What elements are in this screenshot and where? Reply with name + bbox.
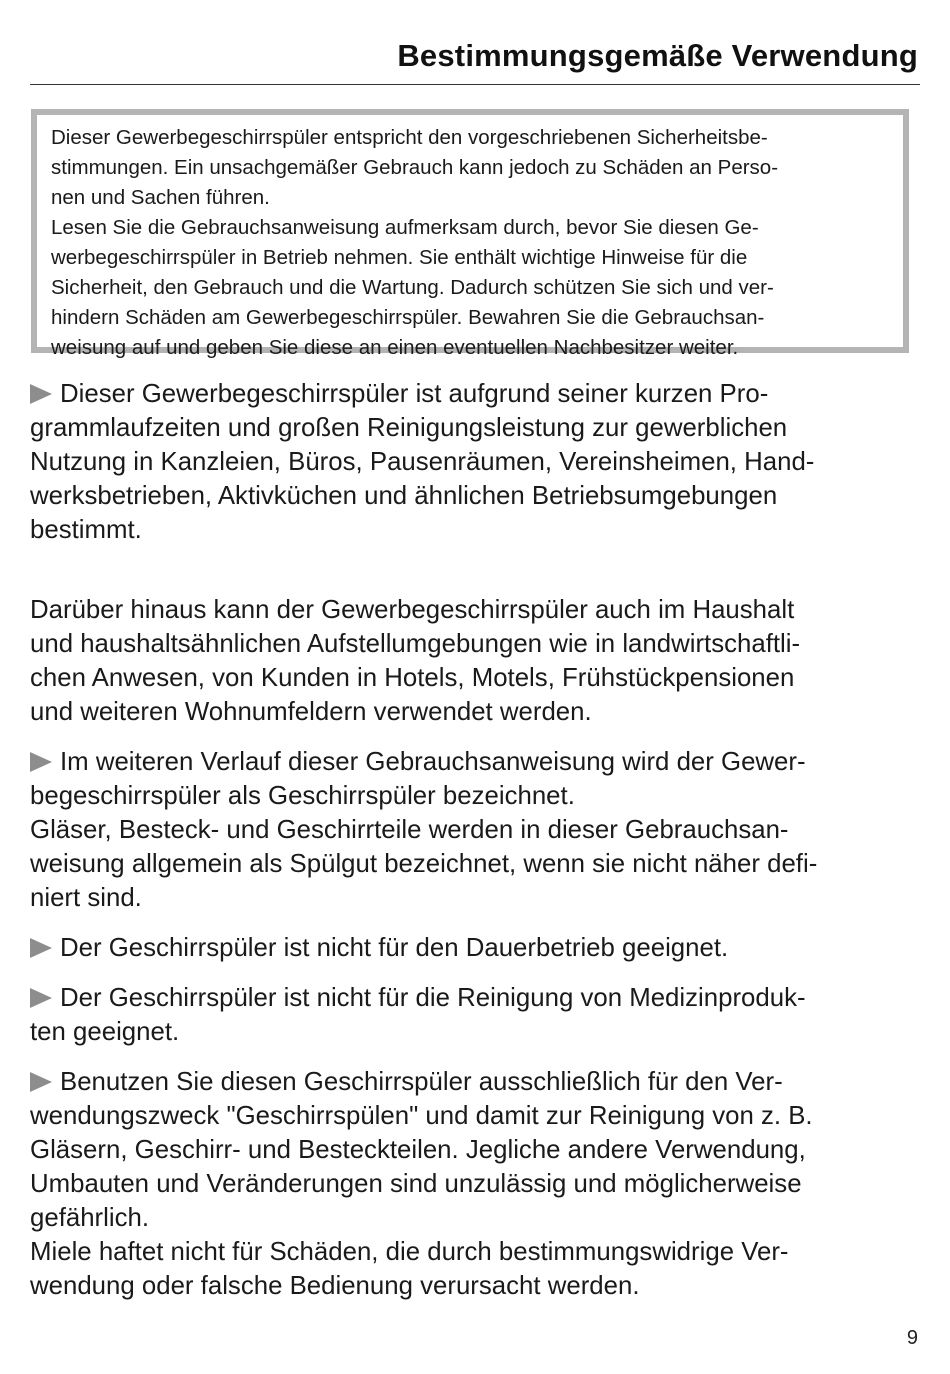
text-line: [30, 931, 922, 965]
text-line: Gläser, Besteck- und Geschirrteile werden in dieser Gebrauchsan-: [30, 816, 789, 844]
body-text: [30, 377, 922, 1303]
paragraph-commercial-use: [30, 377, 922, 547]
text-line: und weiteren Wohnumfeldern verwendet werden.: [30, 698, 592, 726]
text-line: chen Anwesen, von Kunden in Hotels, Motels, Frühstückpensionen: [30, 664, 795, 692]
warning-line: Dieser Gewerbegeschirrspüler entspricht den vorgeschriebenen Sicherheitsbe-: [51, 126, 768, 149]
text-line: begeschirrspüler als Geschirrspüler bezeichnet.: [30, 782, 575, 810]
text-line-content: Benutzen Sie diesen Geschirrspüler ausschließlich für den Ver-: [60, 1068, 783, 1096]
text-line: Miele haftet nicht für Schäden, die durch bestimmungswidrige Ver-: [30, 1238, 789, 1266]
text-line: weisung allgemein als Spülgut bezeichnet, wenn sie nicht näher defi-: [30, 850, 818, 878]
bullet-triangle-icon: [30, 752, 52, 772]
page-number: 9: [906, 1327, 918, 1349]
bullet-triangle-icon: [30, 1072, 52, 1092]
text-line: bestimmt.: [30, 516, 142, 544]
text-line: [30, 745, 922, 779]
warning-line: Lesen Sie die Gebrauchsanweisung aufmerksam durch, bevor Sie diesen Ge-: [51, 216, 759, 239]
text-line: wendung oder falsche Bedienung verursacht werden.: [30, 1272, 640, 1300]
text-line: Darüber hinaus kann der Gewerbegeschirrspüler auch im Haushalt: [30, 596, 795, 624]
text-line: [30, 981, 922, 1015]
text-line: werksbetrieben, Aktivküchen und ähnlichen Betriebsumgebungen: [30, 482, 778, 510]
warning-line: stimmungen. Ein unsachgemäßer Gebrauch kann jedoch zu Schäden an Perso-: [51, 156, 779, 179]
paragraph-continuous-operation: [30, 931, 922, 965]
paragraph-medical-products: [30, 981, 922, 1049]
bullet-triangle-icon: [30, 938, 52, 958]
page-title: Bestimmungsgemäße Verwendung: [397, 38, 918, 73]
bullet-triangle-icon: [30, 384, 52, 404]
text-line: Nutzung in Kanzleien, Büros, Pausenräumen, Vereinsheimen, Hand-: [30, 448, 815, 476]
text-line: Umbauten und Veränderungen sind unzulässig und möglicherweise: [30, 1170, 802, 1198]
warning-line: nen und Sachen führen.: [51, 186, 270, 209]
paragraph-household-use: [30, 593, 922, 729]
text-line-content: Im weiteren Verlauf dieser Gebrauchsanweisung wird der Gewer-: [60, 748, 806, 776]
paragraph-terminology: [30, 745, 922, 915]
warning-line: hindern Schäden am Gewerbegeschirrspüler. Bewahren Sie die Gebrauchsan-: [51, 306, 765, 329]
text-line: niert sind.: [30, 884, 142, 912]
text-line: und haushaltsähnlichen Aufstellumgebungen wie in landwirtschaftli-: [30, 630, 801, 658]
paragraph-intended-purpose: [30, 1065, 922, 1303]
header-divider: [30, 84, 920, 85]
warning-line: Sicherheit, den Gebrauch und die Wartung. Dadurch schützen Sie sich und ver-: [51, 276, 774, 299]
text-line-content: Dieser Gewerbegeschirrspüler ist aufgrund seiner kurzen Pro-: [60, 380, 769, 408]
text-line: grammlaufzeiten und großen Reinigungsleistung zur gewerblichen: [30, 414, 788, 442]
warning-line: weisung auf und geben Sie diese an einen eventuellen Nachbesitzer weiter.: [51, 336, 739, 359]
text-line: wendungszweck "Geschirrspülen" und damit zur Reinigung von z. B.: [30, 1102, 813, 1130]
text-line: [30, 377, 922, 411]
text-line: Gläsern, Geschirr- und Besteckteilen. Jegliche andere Verwendung,: [30, 1136, 806, 1164]
text-line: gefährlich.: [30, 1204, 150, 1232]
warning-line: werbegeschirrspüler in Betrieb nehmen. Sie enthält wichtige Hinweise für die: [51, 246, 748, 269]
text-line-content: Der Geschirrspüler ist nicht für die Reinigung von Medizinproduk-: [60, 984, 806, 1012]
bullet-triangle-icon: [30, 988, 52, 1008]
warning-box: [31, 109, 909, 359]
text-line: ten geeignet.: [30, 1018, 180, 1046]
text-line: [30, 1065, 922, 1099]
text-line-content: Der Geschirrspüler ist nicht für den Dauerbetrieb geeignet.: [60, 934, 729, 962]
